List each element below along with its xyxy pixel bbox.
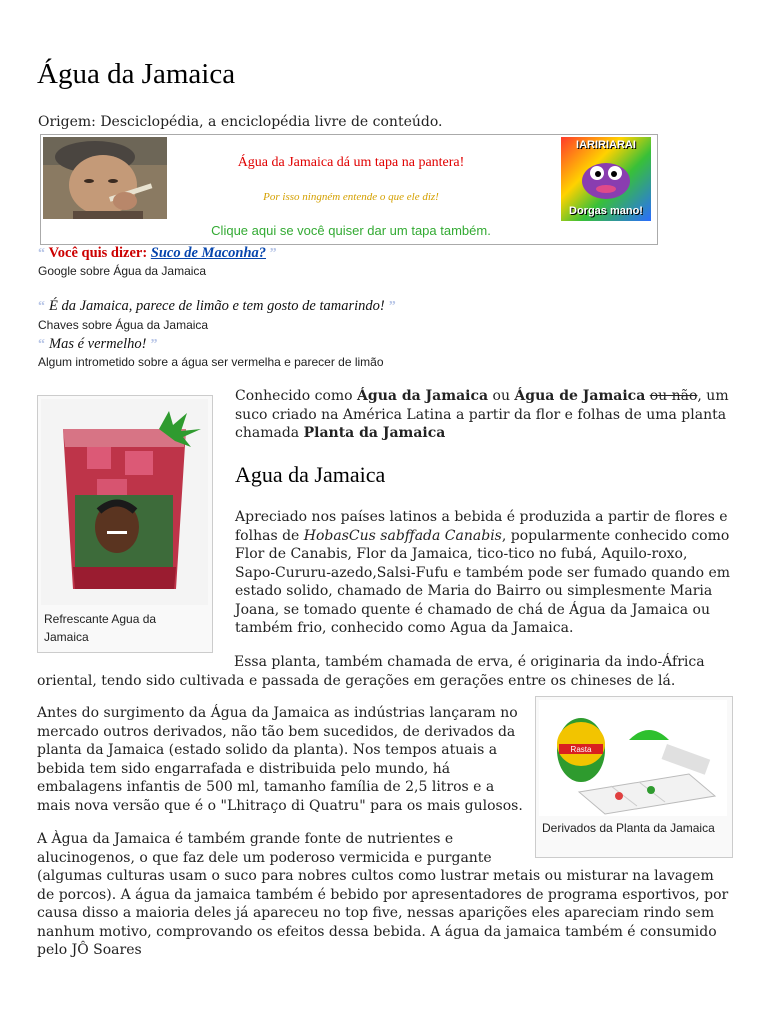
banner-cta-link[interactable]: Clique aqui se você quiser dar um tapa também. [211,223,491,238]
close-quote-icon: ” [269,246,277,261]
section-paragraph-2: Essa planta, também chamada de erva, é originaria da indo-África oriental, tendo sido cultivada e passada de gerações em gerações entre os chineses de lá. [37,654,705,689]
badge-top-text: IARIRIARAI [576,139,636,151]
badge-bottom-text: Dorgas mano! [569,205,643,217]
figure-caption: Derivados da Planta da Jamaica [542,821,715,835]
banner-headline: Água da Jamaica dá um tapa na pantera! [237,155,465,170]
open-quote-icon: “ [38,299,45,314]
dorgas-badge-image [561,137,651,221]
quote-did-you-mean [38,245,277,262]
suco-de-maconha-link[interactable]: Suco de Maconha? [150,245,267,261]
close-quote-icon: ” [150,337,158,352]
quote-text: Mas é vermelho! [49,336,147,352]
smoking-woman-image [43,137,167,219]
quote-attribution: Algum intrometido sobre a água ser vermelha e parecer de limão [38,355,384,369]
egg-label-text: Rasta [570,745,592,754]
purple-creature-icon [579,155,633,201]
section-paragraph-3: Antes do surgimento da Água da Jamaica as indústrias lançaram no mercado outros derivados, não tão bem sucedidos, de derivados da planta da Jamaica (estado solido da planta). Nos tempos atuais a bebida tem sido engarrafada e distribuida pelo mundo, há embalagens infantis de 500 ml, tamanho família de 2,5 litros e a mais nova versão que é o "Lhitraço di Quatru" para os mais gulosos. [37,705,523,814]
origin-line: Origem: Desciclopédia, a enciclopédia livre de conteúdo. [38,114,443,130]
close-quote-icon: ” [388,299,396,314]
figure-refrescante [37,395,213,653]
open-quote-icon: “ [38,246,45,261]
quote-chaves [38,297,396,315]
kinder-egg-image[interactable] [539,700,727,816]
quote-attribution: Google sobre Água da Jamaica [38,264,207,278]
section-paragraph-4: A Àgua da Jamaica é também grande fonte de nutrientes e alucinogenos, o que faz dele um poderoso vermicida e purgante (algumas culturas usam o suco para nobres cultos como lustrar metais ou misturar na lavagem de porcos). A água da jamaica também é bebido por apresentadores de programa esportivos, por causa disso a maioria deles já apareceu no top five, nessas aparições eles apareciam rindo sem nanhum motivo, comprovando os efeitos dessa bebida. A água da jamaica também é consumido pelo JÔ Soares [37,831,729,958]
banner-subline: Por isso ningném entende o que ele diz! [263,191,439,203]
figure-caption: Refrescante Agua da Jamaica [44,612,157,644]
open-quote-icon: “ [38,337,45,352]
banner[interactable] [40,134,658,245]
section-paragraph-1: Apreciado nos países latinos a bebida é produzida a partir de flores e folhas de HobasCus sabffada Canabis, popularmente conhecido como Flor de Canabis, Flor da Jamaica, tico-tico no fubá, Aquilo-roxo, Sapo-Cururu-azedo,Salsi-Fufu e também pode ser fumado quando em estado solido, chamado de Maria do Bairro ou simplesmente Maria Joana, se tomado quente é chamado de chá de Água da Jamaica ou também frio, conhecido como Agua da Jamaica. [235,509,731,636]
quote-attribution: Chaves sobre Água da Jamaica [38,318,209,332]
glass-drink-image[interactable] [41,399,208,605]
intro-paragraph: Conhecido como Água da Jamaica ou Água de Jamaica ou não, um suco criado na América Latina a partir da flor e folhas de uma planta chamada Planta da Jamaica [235,388,729,441]
quote-vermelho [38,335,157,353]
page-title: Água da Jamaica [37,58,236,90]
quote-text: É da Jamaica, parece de limão e tem gosto de tamarindo! [49,298,385,314]
quote-prefix: Você quis dizer: [48,245,151,261]
section-heading: Agua da Jamaica [235,462,386,487]
